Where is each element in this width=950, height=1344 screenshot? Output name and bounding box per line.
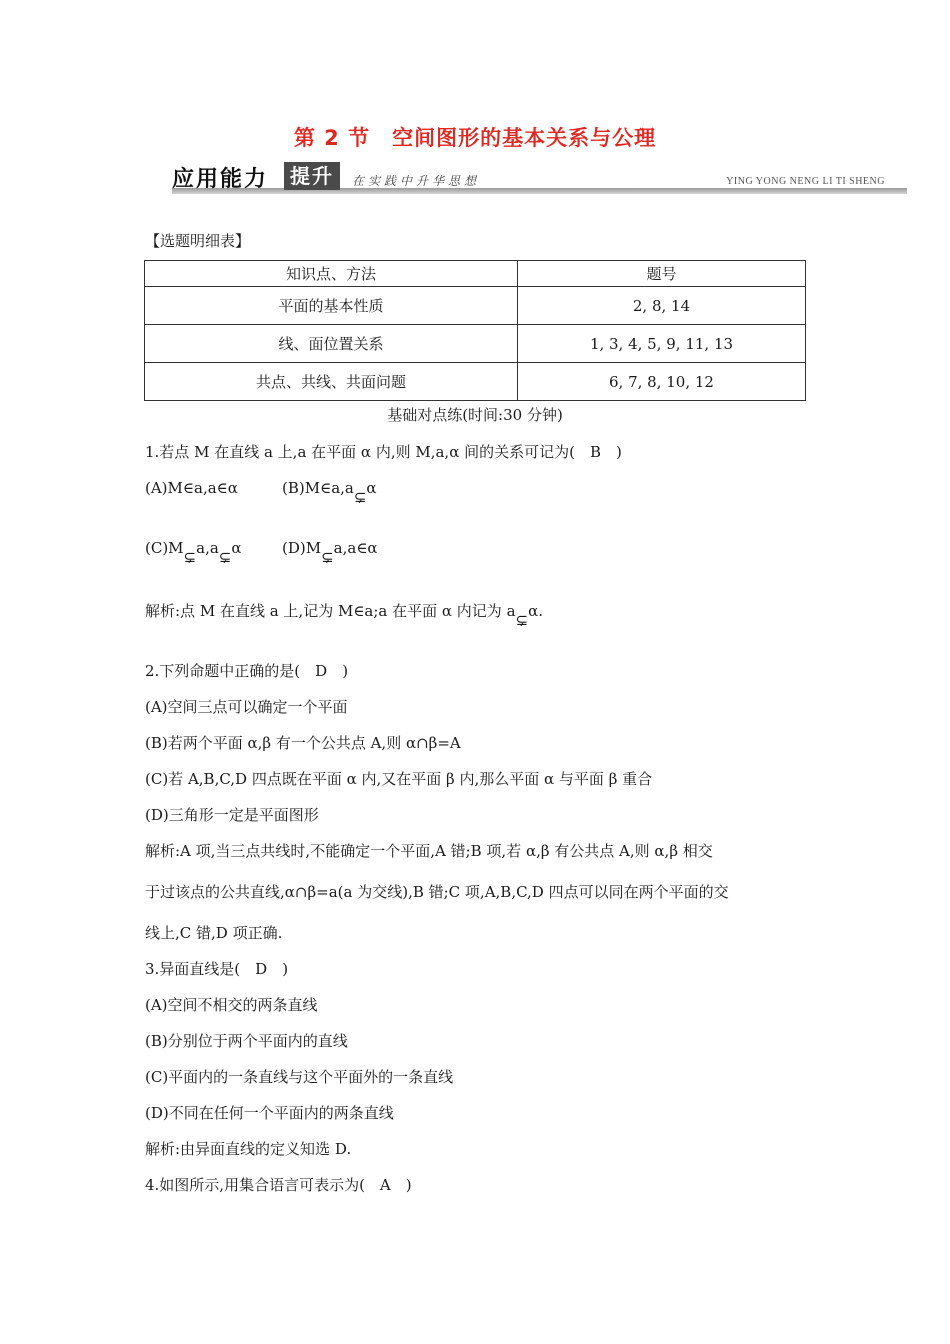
page-title: 第 2 节 空间图形的基本关系与公理 [293,126,657,150]
q1-explanation [145,600,543,629]
proper-subset-symbol: ⊊ [183,548,197,566]
q1-c-1: (C)M [145,539,184,557]
q1-option-d [282,539,378,566]
q2-stem: 2.下列命题中正确的是( D ) [145,662,349,680]
q2-explanation-line: 于过该点的公共直线,α∩β=a(a 为交线),B 错;C 项,A,B,C,D 四点可以同在两个平面的交 [145,883,729,901]
q1-option-a: (A)M∈a,a∈α [145,479,238,497]
q1-c-3: α [231,539,242,557]
q3-explanation: 解析:由异面直线的定义知选 D. [145,1140,352,1158]
proper-subset-symbol: ⊊ [321,548,334,566]
table-cell: 6, 7, 8, 10, 12 [518,363,806,401]
q1-option-b [282,479,377,506]
proper-subset-symbol: ⊊ [515,611,529,629]
table-cell: 1, 3, 4, 5, 9, 11, 13 [518,325,806,363]
q2-option-a: (A)空间三点可以确定一个平面 [145,698,348,716]
topic-table [144,260,806,401]
table-cell: 平面的基本性质 [145,287,518,325]
banner-slogan: 在实践中升华思想 [352,174,481,188]
table-caption: 【选题明细表】 [145,232,251,250]
q1-stem: 1.若点 M 在直线 a 上,a 在平面 α 内,则 M,a,α 间的关系可记为( B ) [145,443,622,461]
table-cell: 共点、共线、共面问题 [145,363,518,401]
q3-option-a: (A)空间不相交的两条直线 [145,996,318,1014]
q1-d-2: a,a∈α [333,539,378,557]
q1-expl-post: α. [528,602,543,620]
table-row [145,325,806,363]
banner-box-text: 提升 [284,162,340,190]
q2-explanation-line: 线上,C 错,D 项正确. [145,924,283,942]
q2-explanation-line: 解析:A 项,当三点共线时,不能确定一个平面,A 错;B 项,若 α,β 有公共点 A,则 α,β 相交 [145,842,713,860]
table-header-cell: 知识点、方法 [145,261,518,287]
proper-subset-symbol: ⊊ [218,548,232,566]
q3-option-d: (D)不同在任何一个平面内的两条直线 [145,1104,394,1122]
q1-expl-pre: 解析:点 M 在直线 a 上,记为 M∈a;a 在平面 α 内记为 a [145,602,516,620]
banner-bar [172,188,907,194]
section-subtitle: 基础对点练(时间:30 分钟) [387,406,563,424]
q1-c-2: a,a [196,539,219,557]
q1-d-1: (D)M [282,539,322,557]
section-banner [172,162,907,202]
q1-b-post: α [366,479,377,497]
table-header-cell: 题号 [518,261,806,287]
q3-stem: 3.异面直线是( D ) [145,960,289,978]
q4-stem: 4.如图所示,用集合语言可表示为( A ) [145,1176,412,1194]
table-cell: 线、面位置关系 [145,325,518,363]
banner-pinyin: YING YONG NENG LI TI SHENG [726,176,885,187]
q1-option-c [145,539,242,566]
table-row [145,363,806,401]
table-header-row [145,261,806,287]
banner-main-text: 应用能力 [172,167,269,192]
table-row [145,287,806,325]
q3-option-b: (B)分别位于两个平面内的直线 [145,1032,348,1050]
proper-subset-symbol: ⊊ [353,488,367,506]
q2-option-d: (D)三角形一定是平面图形 [145,806,319,824]
q1-b-pre: (B)M∈a,a [282,479,354,497]
q3-option-c: (C)平面内的一条直线与这个平面外的一条直线 [145,1068,454,1086]
table-cell: 2, 8, 14 [518,287,806,325]
q2-option-b: (B)若两个平面 α,β 有一个公共点 A,则 α∩β=A [145,734,461,752]
q2-option-c: (C)若 A,B,C,D 四点既在平面 α 内,又在平面 β 内,那么平面 α 与平面 β 重合 [145,770,653,788]
